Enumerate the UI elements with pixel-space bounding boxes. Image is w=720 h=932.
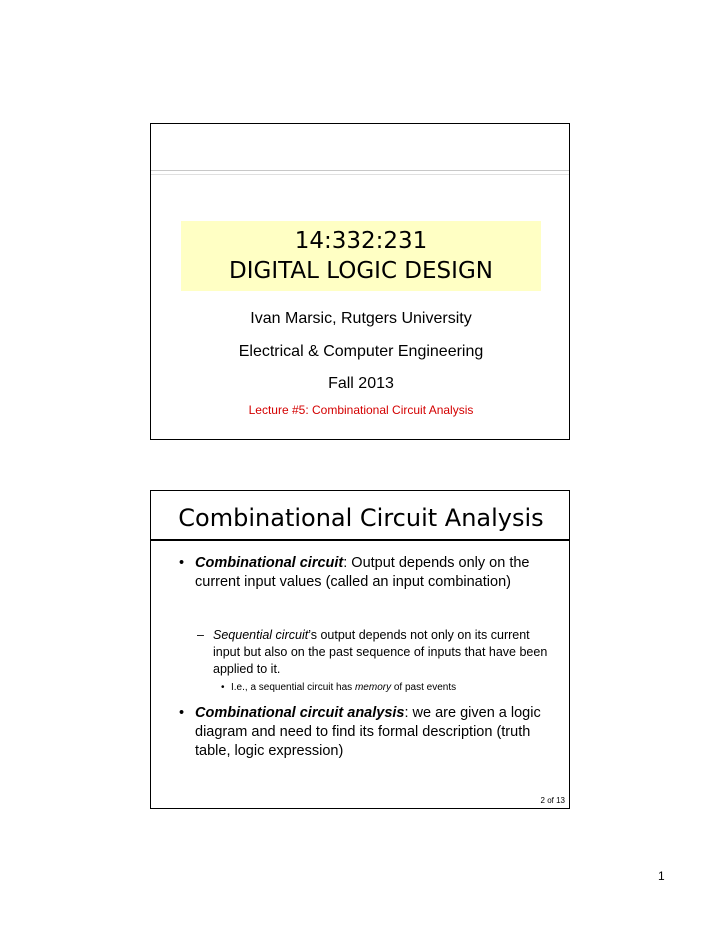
course-name: DIGITAL LOGIC DESIGN — [229, 258, 493, 284]
bullet-dot-icon: • — [179, 555, 185, 571]
dash-icon: – — [197, 628, 204, 642]
term-line: Fall 2013 — [328, 375, 394, 392]
subbullet-text: ’s output depends not only on its current input but also on the past sequence of inputs that have been applied to it. — [213, 628, 548, 676]
page-number: 1 — [658, 869, 665, 883]
subsubbullet-text-after: of past events — [391, 682, 457, 693]
bullet-circuit-analysis — [179, 704, 565, 761]
bullet-term: Combinational circuit — [195, 555, 344, 571]
content-slide — [150, 490, 570, 809]
course-code: 14:332:231 — [294, 228, 428, 254]
bullet-combinational-circuit — [179, 554, 565, 592]
bullet-text: : Output depends only on the current input values (called an input combination) — [195, 555, 530, 590]
bullet-dot-icon: • — [221, 682, 225, 693]
course-title-box — [181, 221, 541, 291]
slide-counter: 2 of 13 — [540, 796, 565, 805]
bullet-term: Combinational circuit analysis — [195, 705, 405, 721]
header-rule — [151, 170, 569, 171]
author-line: Ivan Marsic, Rutgers University — [250, 310, 472, 327]
lecture-title: Lecture #5: Combinational Circuit Analysis — [248, 403, 474, 417]
title-slide — [150, 123, 570, 440]
subsubbullet-text-before: I.e., a sequential circuit has — [231, 682, 355, 693]
department-line: Electrical & Computer Engineering — [238, 343, 484, 360]
subbullet-term: Sequential circuit — [213, 628, 309, 642]
slide-title: Combinational Circuit Analysis — [178, 504, 544, 532]
subsubbullet-term: memory — [354, 682, 392, 693]
subsubbullet-memory — [221, 681, 551, 695]
header-rule-secondary — [151, 174, 569, 175]
bullet-text: : we are given a logic diagram and need to find its formal description (truth table, logic expression) — [195, 705, 541, 759]
bullet-dot-icon: • — [179, 705, 185, 721]
subbullet-sequential-circuit — [197, 627, 553, 678]
title-rule — [151, 539, 569, 541]
